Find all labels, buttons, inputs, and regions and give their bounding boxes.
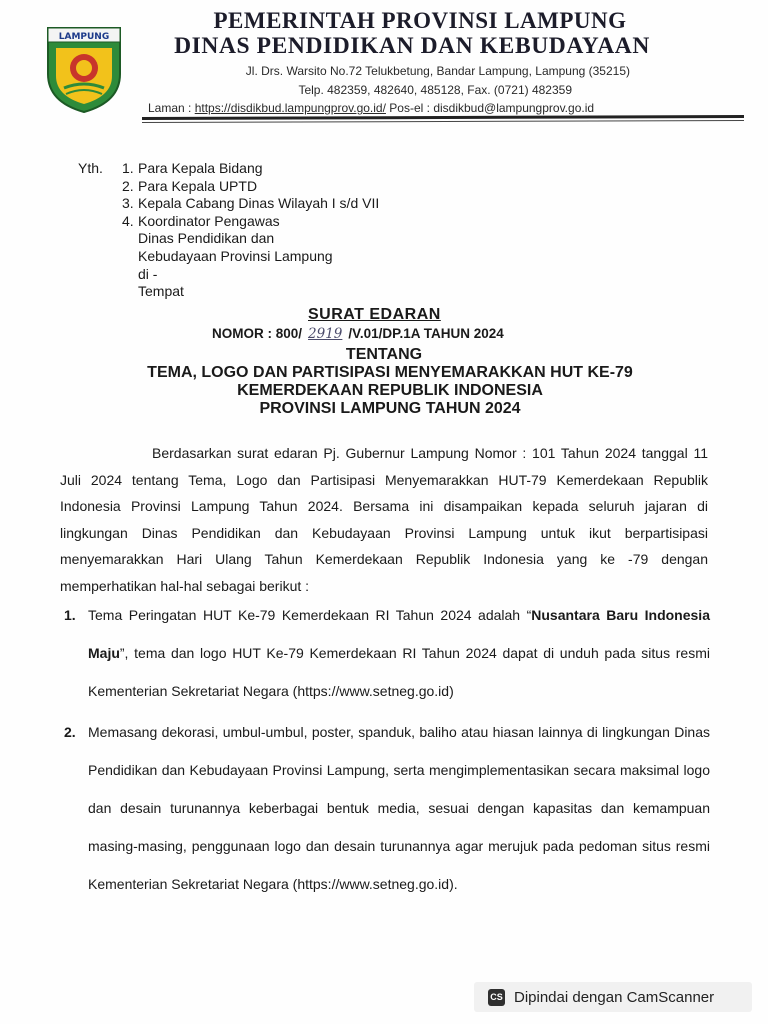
website-link[interactable]: https://disdikbud.lampungprov.go.id/ [194,101,386,115]
recipient-item: 3. Kepala Cabang Dinas Wilayah I s/d VII [122,195,380,212]
recipient-continuation: Kebudayaan Provinsi Lampung [138,247,333,264]
document-number: NOMOR : 800/ 2919 /V.01/DP.1A TAHUN 2024 [212,326,504,342]
letterhead-contacts [148,101,594,115]
recipient-di: di - [138,265,158,282]
web-label: Laman : [148,101,192,115]
salutation: Yth. [78,160,103,176]
recipient-list [122,160,379,301]
svg-text:LAMPUNG: LAMPUNG [58,32,110,42]
lampung-emblem-icon [42,22,126,114]
letterhead-government: PEMERINTAH PROVINSI LAMPUNG [213,8,627,33]
recipient-item: 2. Para Kepala UPTD [122,177,258,194]
letterhead-agency: DINAS PENDIDIKAN DAN KEBUDAYAAN [174,33,650,59]
recipient-continuation: Dinas Pendidikan dan [138,230,275,247]
email-label: Pos-el : [389,101,430,115]
subject-heading: TEMA, LOGO DAN PARTISIPASI MENYEMARAKKAN HUT KE-79 KEMERDEKAAN REPUBLIK INDONESIA PROVINSI LAMPUNG TAHUN 2024 [147,364,633,417]
camscanner-icon: CS [488,989,505,1006]
email-address[interactable]: disdikbud@lampungprov.go.id [433,101,595,115]
handwritten-number: 2919 [308,326,343,342]
letterhead-address: Jl. Drs. Warsito No.72 Telukbetung, Bandar Lampung, Lampung (35215) [245,64,630,78]
document-type: SURAT EDARAN [308,306,441,323]
list-item: 1. Tema Peringatan HUT Ke-79 Kemerdekaan RI Tahun 2024 adalah “Nusantara Baru Indonesia Maju”, tema dan logo HUT Ke-79 Kemerdekaan RI Tahun 2024 dapat di unduh pada situs resmi Kementerian Sekretariat Negara (https://www.setneg.go.id) [64,607,710,699]
camscanner-label: Dipindai dengan CamScanner [514,988,715,1006]
intro-paragraph: Berdasarkan surat edaran Pj. Gubernur Lampung Nomor : 101 Tahun 2024 tanggal 11 Juli 2024 tentang Tema, Logo dan Partisipasi Menyemarakkan HUT-79 Kemerdekaan Republik Indonesia Provinsi Lampung Tahun 2024. Bersama ini disampaikan kepada seluruh jajaran di lingkungan Dinas Pendidikan dan Kebudayaan Provinsi Lampung untuk ikut berpartisipasi menyemarakkan Hari Ulang Tahun Kemerdekaan Republik Indonesia yang ke -79 dengan memperhatikan hal-hal sebagai berikut : [60,445,708,594]
instruction-list [64,596,710,906]
recipient-item: 1. Para Kepala Bidang [122,160,263,176]
about-heading: TENTANG [345,346,423,363]
list-item: 2. Memasang dekorasi, umbul-umbul, poster, spanduk, baliho atau hiasan lainnya di lingkungan Dinas Pendidikan dan Kebudayaan Provinsi Lampung, serta mengimplementasikan secara maksimal logo dan desain turunannya keberbagai bentuk media, sesuai dengan kapasitas dan kemampuan masing-masing, penggunaan logo dan desain turunannya agar merujuk pada pedoman situs resmi Kementerian Sekretariat Negara (https://www.setneg.go.id). [64,724,710,892]
theme-name: Nusantara Baru Indonesia Maju [88,607,710,661]
letterhead-divider-thin [142,120,744,123]
recipient-item: 4. Koordinator Pengawas [122,212,280,229]
camscanner-badge [474,982,752,1012]
recipient-place: Tempat [138,283,184,300]
letterhead-phone: Telp. 482359, 482640, 485128, Fax. (0721) 482359 [298,83,572,97]
